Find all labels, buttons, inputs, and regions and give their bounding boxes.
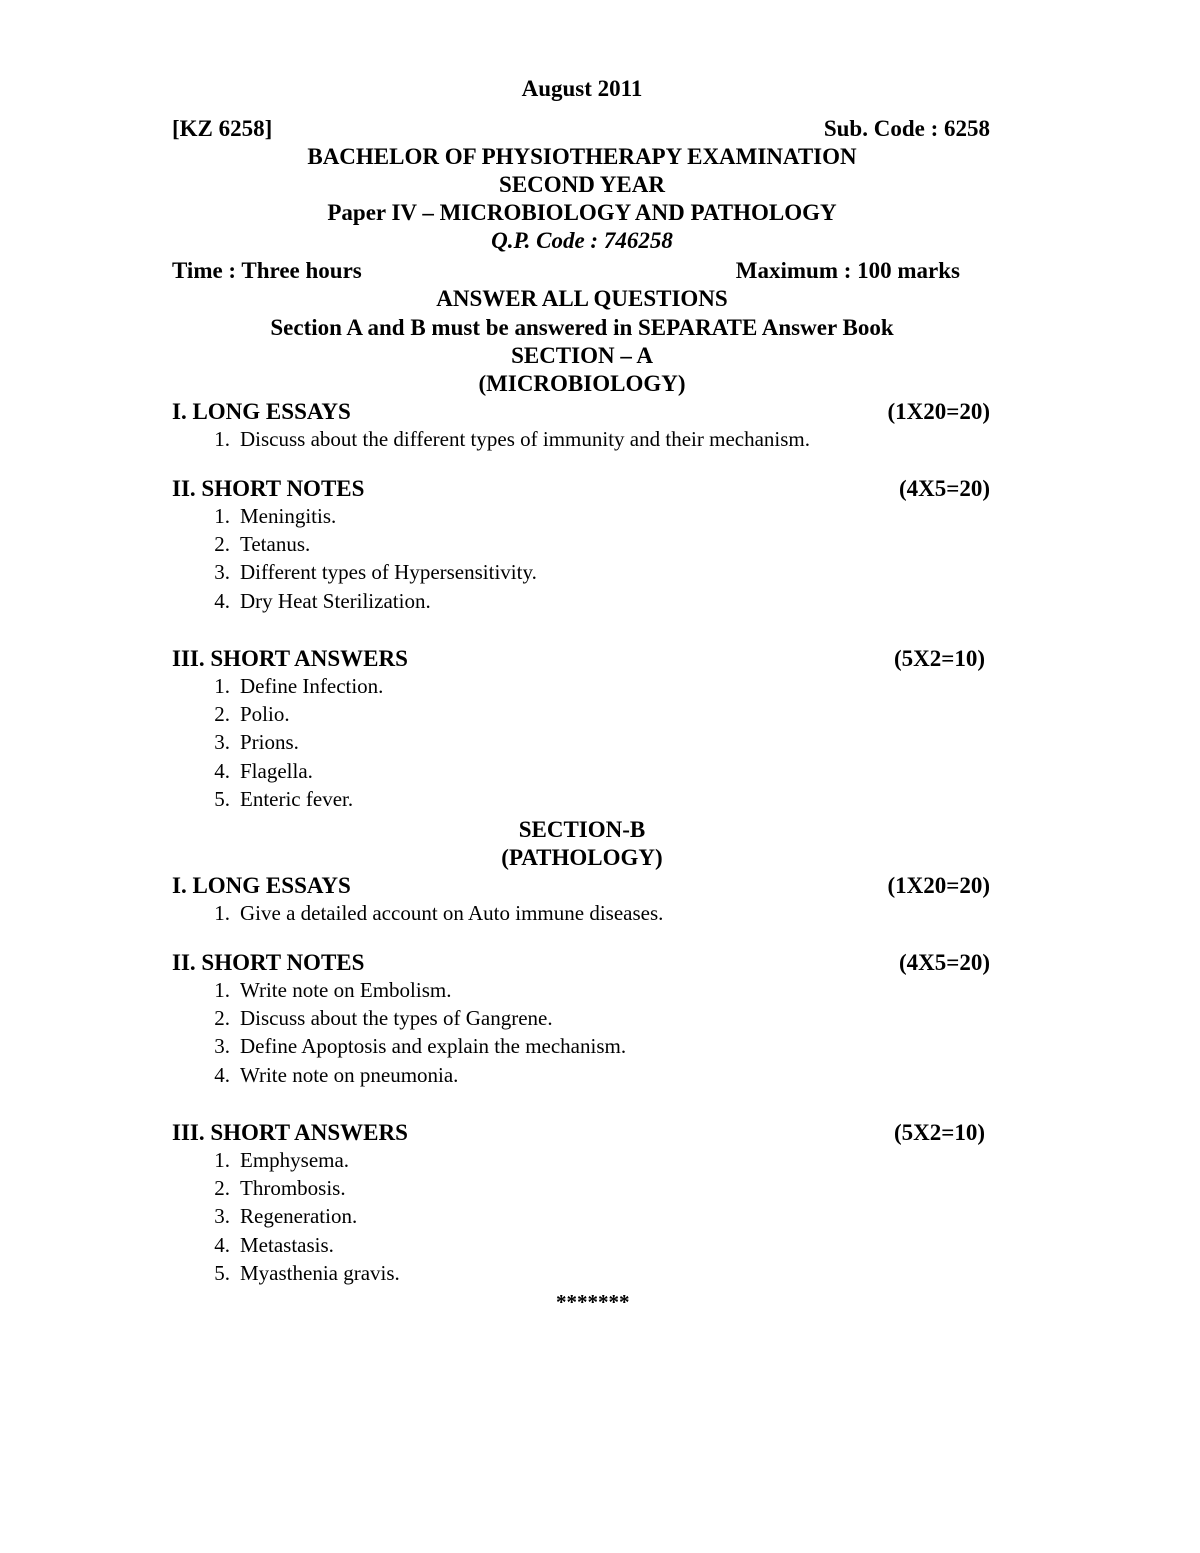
item-number: 2. bbox=[214, 532, 230, 556]
item-text: Polio. bbox=[240, 702, 290, 726]
item-text: Discuss about the different types of immunity and their mechanism. bbox=[240, 427, 810, 451]
item-number: 5. bbox=[214, 1261, 230, 1285]
item-number: 3. bbox=[214, 1034, 230, 1058]
item-number: 4. bbox=[214, 589, 230, 613]
list-item bbox=[200, 1263, 400, 1284]
item-number: 5. bbox=[214, 787, 230, 811]
section-b-short-notes-heading: II. SHORT NOTES bbox=[172, 950, 365, 975]
instruction-separate-books: Section A and B must be answered in SEPARATE Answer Book bbox=[270, 315, 894, 340]
item-number: 1. bbox=[214, 1148, 230, 1172]
item-number: 1. bbox=[214, 978, 230, 1002]
item-text: Write note on pneumonia. bbox=[240, 1063, 459, 1087]
list-item bbox=[200, 704, 290, 725]
item-number: 4. bbox=[214, 759, 230, 783]
item-text: Myasthenia gravis. bbox=[240, 1261, 400, 1285]
item-number: 2. bbox=[214, 1006, 230, 1030]
section-b-short-answers-heading: III. SHORT ANSWERS bbox=[172, 1120, 408, 1145]
exam-year: SECOND YEAR bbox=[499, 172, 665, 197]
section-b-short-notes-marks: (4X5=20) bbox=[898, 950, 990, 975]
item-number: 2. bbox=[214, 702, 230, 726]
item-text: Emphysema. bbox=[240, 1148, 350, 1172]
item-text: Give a detailed account on Auto immune diseases. bbox=[240, 901, 664, 925]
item-text: Prions. bbox=[240, 730, 299, 754]
end-of-paper-stars: ******* bbox=[556, 1290, 630, 1314]
section-b-title: SECTION-B bbox=[518, 817, 646, 842]
item-number: 3. bbox=[214, 730, 230, 754]
list-item bbox=[200, 1206, 357, 1227]
list-item bbox=[200, 1036, 626, 1057]
item-number: 1. bbox=[214, 674, 230, 698]
paper-title: Paper IV – MICROBIOLOGY AND PATHOLOGY bbox=[327, 200, 837, 225]
item-number: 4. bbox=[214, 1063, 230, 1087]
item-text: Regeneration. bbox=[240, 1204, 358, 1228]
kz-code: [KZ 6258] bbox=[172, 116, 273, 141]
item-number: 2. bbox=[214, 1176, 230, 1200]
item-number: 1. bbox=[214, 427, 230, 451]
item-number: 1. bbox=[214, 504, 230, 528]
maximum-marks: Maximum : 100 marks bbox=[735, 258, 960, 283]
item-text: Enteric fever. bbox=[240, 787, 354, 811]
section-b-long-essays-marks: (1X20=20) bbox=[887, 873, 990, 898]
section-a-short-answers-heading: III. SHORT ANSWERS bbox=[172, 646, 408, 671]
list-item bbox=[200, 591, 431, 612]
item-text: Thrombosis. bbox=[240, 1176, 346, 1200]
list-item bbox=[200, 761, 313, 782]
qp-code: Q.P. Code : 746258 bbox=[491, 228, 673, 253]
exam-date: August 2011 bbox=[521, 76, 643, 101]
section-a-long-essays-marks: (1X20=20) bbox=[887, 399, 990, 424]
section-b-long-essays-heading: I. LONG ESSAYS bbox=[172, 873, 351, 898]
exam-title: BACHELOR OF PHYSIOTHERAPY EXAMINATION bbox=[307, 144, 857, 169]
list-item bbox=[200, 1008, 553, 1029]
list-item bbox=[200, 980, 451, 1001]
list-item bbox=[200, 562, 537, 583]
section-b-subtitle: (PATHOLOGY) bbox=[501, 845, 663, 870]
list-item bbox=[200, 676, 383, 697]
item-text: Tetanus. bbox=[240, 532, 311, 556]
list-item bbox=[200, 789, 353, 810]
list-item bbox=[200, 903, 663, 924]
section-a-title: SECTION – A bbox=[511, 343, 653, 368]
sub-code: Sub. Code : 6258 bbox=[823, 116, 990, 141]
list-item bbox=[200, 1150, 349, 1171]
list-item bbox=[200, 732, 299, 753]
list-item bbox=[200, 506, 336, 527]
item-text: Write note on Embolism. bbox=[240, 978, 452, 1002]
item-text: Flagella. bbox=[240, 759, 313, 783]
section-a-long-essays-heading: I. LONG ESSAYS bbox=[172, 399, 351, 424]
exam-time: Time : Three hours bbox=[172, 258, 362, 283]
list-item bbox=[200, 429, 810, 450]
item-number: 3. bbox=[214, 1204, 230, 1228]
list-item bbox=[200, 1065, 458, 1086]
list-item bbox=[200, 1235, 334, 1256]
item-number: 3. bbox=[214, 560, 230, 584]
list-item bbox=[200, 1178, 346, 1199]
list-item bbox=[200, 534, 310, 555]
item-text: Different types of Hypersensitivity. bbox=[240, 560, 537, 584]
section-a-subtitle: (MICROBIOLOGY) bbox=[478, 371, 686, 396]
section-a-short-answers-marks: (5X2=10) bbox=[893, 646, 985, 671]
item-text: Define Infection. bbox=[240, 674, 384, 698]
item-number: 4. bbox=[214, 1233, 230, 1257]
section-a-short-notes-marks: (4X5=20) bbox=[898, 476, 990, 501]
section-a-short-notes-heading: II. SHORT NOTES bbox=[172, 476, 365, 501]
item-text: Discuss about the types of Gangrene. bbox=[240, 1006, 553, 1030]
item-text: Meningitis. bbox=[240, 504, 337, 528]
item-text: Metastasis. bbox=[240, 1233, 334, 1257]
instruction-answer-all: ANSWER ALL QUESTIONS bbox=[436, 286, 728, 311]
item-text: Define Apoptosis and explain the mechanism. bbox=[240, 1034, 627, 1058]
item-text: Dry Heat Sterilization. bbox=[240, 589, 431, 613]
section-b-short-answers-marks: (5X2=10) bbox=[893, 1120, 985, 1145]
item-number: 1. bbox=[214, 901, 230, 925]
